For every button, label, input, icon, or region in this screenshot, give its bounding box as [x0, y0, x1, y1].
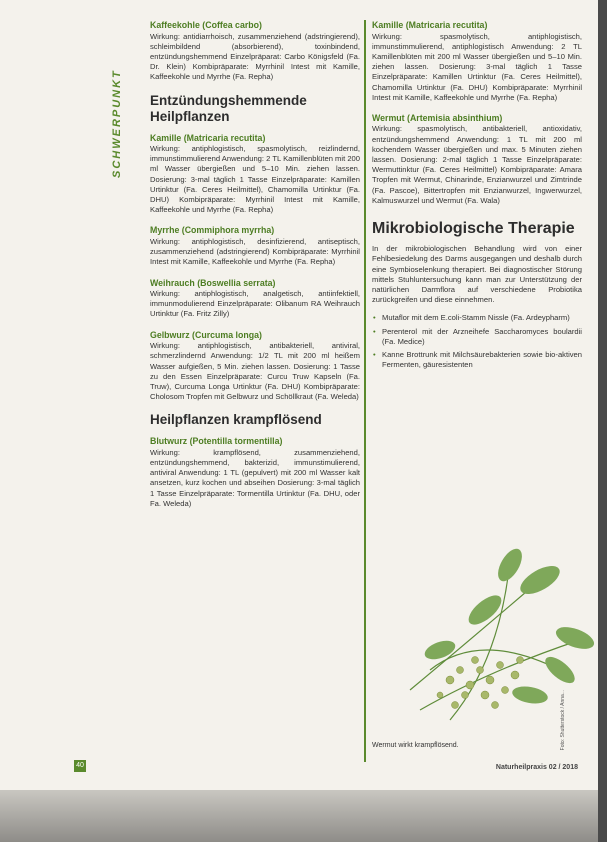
section-side-label: SCHWERPUNKT: [111, 69, 123, 178]
list-item: • Kanne Brottrunk mit Milchsäurebakterien sowie bio-aktiven Fermenten, gäuresistenten: [382, 350, 582, 370]
entry-weihrauch: [150, 278, 360, 320]
entry-text: Wirkung: antiphlogistisch, spasmolytisch, reizlindernd, immunstimmulierend Anwendung: 2 TL Kamillenblüten mit 200 ml Wasser übergießen und 5–10 Min. ziehen lassen. Dosierung: 3-mal täglich 1 Tasse Einzelpräparate: Kamillen Urtinktur (Fa. Ceres Heilmittel), Chamomilla Urtinktur (Fa. DHU) Kombipräparate: Myrrhinil Intest mit Kamille, Kaffeekohle und Myrrhe (Fa. Repha): [150, 144, 360, 215]
entry-text: Wirkung: antiphlogistisch, desinfizierend, antiseptisch, zusammenziehend (adstringierend) Kombipräparate: Myrrhinil Intest mit Kamille, Kaffeekohle und Myrrhe (Fa. Repha): [150, 236, 360, 267]
list-item: • Perenterol mit der Arzneihefe Saccharomyces boulardii (Fa. Medice): [382, 327, 582, 347]
footer-issue: Naturheilpraxis 02 / 2018: [495, 764, 578, 771]
section-heading-entzuendung: Entzündungshemmende Heilpflanzen: [150, 92, 307, 124]
entry-text: Wirkung: spasmolytisch, antibakteriell, antioxidativ, entzündungshemmend Anwendung: 1 TL mit 200 ml kochendem Wasser übergießen und max. 5 Minuten ziehen lassen. Dosierung: 2-mal täglich 1 Tasse Einzelpräparate: Wermuttinktur (Fa. Ceres Heilmittel) Kombipräparate: Amara Tropfen mit Wermut, Chinarinde, Enzianwurzel und Zimtrinde (Fa. Pascoe), Bittertropfen mit Enzianwurzel, Ingwerwurzel, Kalmuswurzel und Wermut (Fa. Wala): [372, 124, 582, 205]
entry-kamille-2: [372, 20, 582, 103]
entry-title: Gelbwurz (Curcuma longa): [150, 329, 262, 340]
probiotics-list: [372, 313, 582, 370]
column-divider: [364, 20, 366, 762]
entry-gelbwurz: [150, 330, 360, 403]
entry-title: Wermut (Artemisia absinthium): [372, 112, 503, 123]
entry-wermut: [372, 113, 582, 206]
entry-title: Blutwurz (Potentilla tormentilla): [150, 436, 283, 447]
section-heading-krampfloesend: Heilpflanzen krampflösend: [150, 412, 322, 428]
wermut-plant-image: [390, 520, 598, 740]
entry-title: Kaffeekohle (Coffea carbo): [150, 20, 262, 30]
entry-kamille: [150, 133, 360, 216]
entry-title: Myrrhe (Commiphora myrrha): [150, 225, 275, 236]
left-column: [150, 20, 360, 519]
photo-caption: Wermut wirkt krampflösend.: [372, 742, 459, 749]
entry-myrrhe: [150, 225, 360, 267]
photo-credit: Foto: Shutterstock / Anna...: [560, 690, 566, 751]
entry-text: Wirkung: antiphlogistisch, antibakteriell, antiviral, schmerzlindernd Anwendung: 1/2 TL mit 200 ml heißem Wasser aufgießen, 5 Min. ziehen lassen. Dosierung: 1 Tasse zu den Essen Einzelpräparate: Curcu Truw Kapseln (Fa. Truw), Curcuma Longa Urtinktur (Fa. DHU) Kombipräparate: Cholosom Tropfen mit Gelbwurz und Schöllkraut (Fa. Weleda): [150, 341, 360, 402]
entry-text: Wirkung: antiphlogistisch, analgetisch, antiinfektiell, immunmodulierend Einzelpräparate: Olibanum RA Weihrauch Urtinktur (Fa. Fritz Zilly): [150, 289, 360, 319]
entry-text: Wirkung: krampflösend, zusammenziehend, entzündungshemmend, bakterizid, immunstimulierend, antiviral Anwendung: 1 TL (gepulvert) mit 200 ml Wasser kalt ansetzen, kurz kochen und abseihen Dosierung: 3-mal täglich 1 Tasse Einzelpräparate: Tormentilla Urtinktur (Fa. DHU, oder Fa. Weleda): [150, 447, 360, 508]
mikro-intro-text: In der mikrobiologischen Behandlung wird von einer Fehlbesiedelung des Darms ausgegangen und deshalb durch eine Symbioselenkung therapiert. Bei diagnostischer Störung mittels Stuhluntersuchung kann man zur Unterstützung der natürlichen Darmflora auf verschiedene Probiotika zurückgreifen und diese einnehmen.: [372, 244, 582, 305]
entry-title: Kamille (Matricaria recutita): [372, 20, 488, 30]
entry-title: Weihrauch (Boswellia serrata): [150, 277, 276, 288]
scan-edge-shadow: [0, 790, 598, 842]
entry-text: Wirkung: antidiarrhoisch, zusammenziehend (adstringierend), schleimbildend (absorbierend), toxinbindend, entzündungshemmend Einzelpräparat: Carbo Königsfeld (Fa. Dr. Klein) Kombipräparate: Myrrhinil Intest mit Kamille, Kaffeekohle und Myrrhe (Fa. Repha): [150, 31, 360, 82]
entry-text: Wirkung: spasmolytisch, antiphlogistisch, immunstimmulierend, antiphlogistisch Anwendung: 2 TL Kamillenblüten mit 200 ml Wasser übergießen und 5–10 Min. ziehen lassen. Dosierung: 3-mal täglich 1 Tasse Einzelpräparate: Kamillen Urtinktur (Fa. Ceres Heilmittel), Chamomilla Urtinktur (Fa. DHU) Kombipräparate: Myrrhinil Intest mit Kamille, Kaffeekohle und Myrrhe (Fa. Repha): [372, 31, 582, 102]
right-column: [372, 20, 582, 373]
entry-title: Kamille (Matricaria recutita): [150, 132, 266, 143]
entry-blutwurz: [150, 436, 360, 509]
section-heading-mikrobiologie: Mikrobiologische Therapie: [372, 220, 575, 238]
entry-kaffeekohle: [150, 20, 360, 83]
list-item: • Mutaflor mit dem E.coli-Stamm Nissle (Fa. Ardeypharm): [382, 313, 582, 323]
page-number: 40: [74, 760, 86, 772]
